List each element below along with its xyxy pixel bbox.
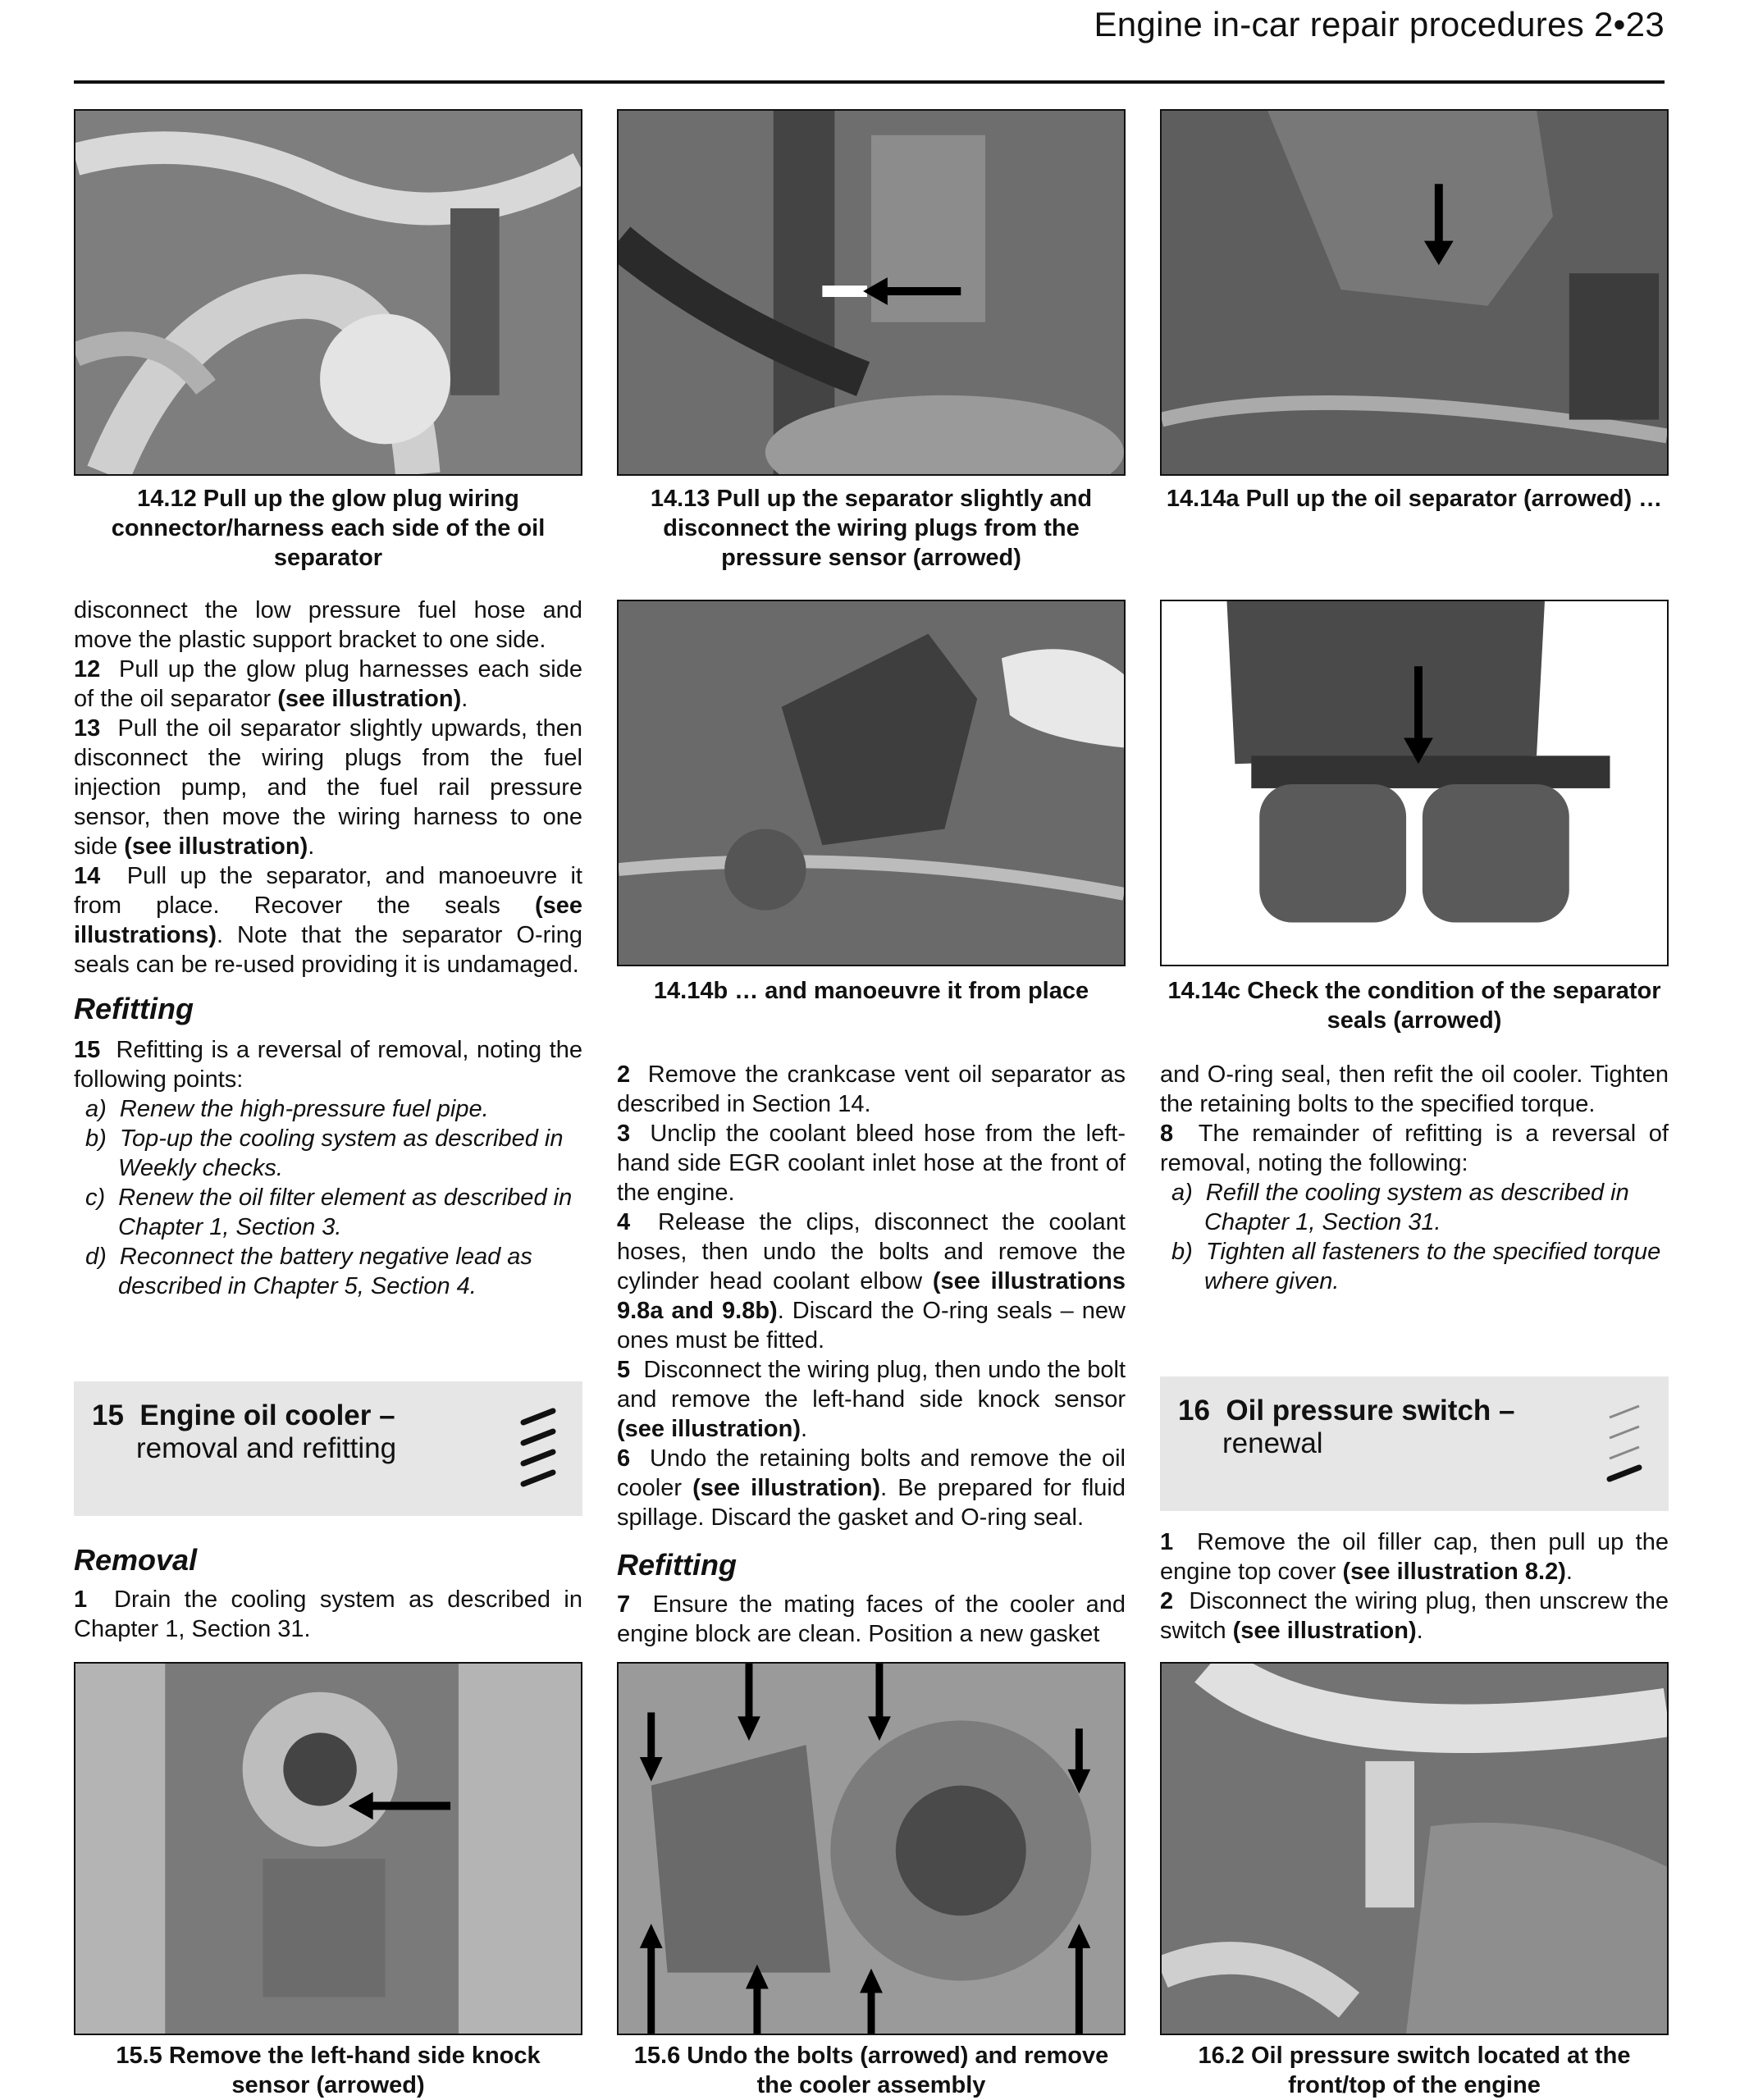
- photo-14-14c: [1160, 600, 1669, 966]
- caption-15-5: 15.5 Remove the left-hand side knock sensor (arrowed): [116, 2043, 541, 2098]
- paragraph-6: 6 Undo the retaining bolts and remove the oil cooler (see illustration). Be prepared for fluid spillage. Discard the gasket and O-ring seal.: [617, 1445, 1126, 1531]
- photo-14-13: [617, 109, 1126, 476]
- paragraph-8: 8 The remainder of refitting is a reversal of removal, noting the following:: [1160, 1121, 1669, 1176]
- paragraph-4: 4 Release the clips, disconnect the coolant hoses, then undo the bolts and remove the cylinder head coolant elbow (see illustrations 9.8a and 9.8b). Discard the O-ring seals – new ones must be fitted.: [617, 1209, 1126, 1354]
- caption-14-14a: 14.14a Pull up the oil separator (arrowed) …: [1166, 486, 1663, 512]
- right-column-text: [1160, 1060, 1669, 1296]
- section-title-15: 15 Engine oil cooler – removal and refitting: [92, 1399, 397, 1464]
- paragraph-11: disconnect the low pressure fuel hose and move the plastic support bracket to one side.: [74, 597, 582, 653]
- header-rule: [74, 80, 1665, 84]
- difficulty-spanner-icon: [1603, 1393, 1649, 1500]
- paragraph-7-continued: and O-ring seal, then refit the oil cooler. Tighten the retaining bolts to the specified torque.: [1160, 1061, 1669, 1117]
- section-box-16: [1160, 1376, 1669, 1511]
- list-item: c) Renew the oil filter element as described in Chapter 1, Section 3.: [85, 1185, 573, 1240]
- paragraph-5: 5 Disconnect the wiring plug, then undo the bolt and remove the left-hand side knock sensor (see illustration).: [617, 1357, 1126, 1442]
- difficulty-spanner-icon: [517, 1398, 563, 1504]
- caption-14-14c: 14.14c Check the condition of the separator seals (arrowed): [1167, 978, 1661, 1034]
- paragraph-s1: 1 Remove the oil filler cap, then pull up the engine top cover (see illustration 8.2).: [1160, 1529, 1669, 1585]
- paragraph-r1: 1 Drain the cooling system as described in Chapter 1, Section 31.: [74, 1586, 582, 1642]
- caption-14-12: 14.12 Pull up the glow plug wiring connector/harness each side of the oil separator: [111, 486, 546, 571]
- list-item: a) Refill the cooling system as described in Chapter 1, Section 31.: [1171, 1180, 1629, 1235]
- list-item: b) Tighten all fasteners to the specified torque where given.: [1171, 1239, 1661, 1294]
- list-item: a) Renew the high-pressure fuel pipe.: [85, 1096, 489, 1122]
- heading-refitting-15: Refitting: [74, 992, 194, 1025]
- page-header-title: Engine in-car repair procedures 2•23: [1094, 5, 1665, 43]
- heading-refitting-16: Refitting: [617, 1548, 737, 1582]
- middle-column-text: [617, 1060, 1126, 1649]
- paragraph-12: 12 Pull up the glow plug harnesses each side of the oil separator (see illustration).: [74, 656, 582, 712]
- caption-15-6: 15.6 Undo the bolts (arrowed) and remove the cooler assembly: [633, 2043, 1109, 2098]
- paragraph-s2: 2 Disconnect the wiring plug, then unscrew the switch (see illustration).: [1160, 1588, 1669, 1644]
- photo-14-14a: [1160, 109, 1669, 476]
- left-column-text: [74, 596, 582, 1301]
- photo-15-6: [617, 1662, 1126, 2035]
- caption-16-2: 16.2 Oil pressure switch located at the front/top of the engine: [1198, 2043, 1631, 2098]
- list-item: d) Reconnect the battery negative lead as described in Chapter 5, Section 4.: [85, 1244, 532, 1299]
- photo-16-2: [1160, 1662, 1669, 2035]
- section-box-15: [74, 1381, 582, 1516]
- photo-14-12: [74, 109, 582, 476]
- section-title-16: 16 Oil pressure switch – renewal: [1178, 1395, 1515, 1459]
- photo-15-5: [74, 1662, 582, 2035]
- photo-14-14b: [617, 600, 1126, 966]
- paragraph-15: 15 Refitting is a reversal of removal, noting the following points:: [74, 1037, 582, 1093]
- left-column-removal: [74, 1542, 582, 1644]
- refitting-list-15: [74, 1094, 582, 1301]
- paragraph-7: 7 Ensure the mating faces of the cooler and engine block are clean. Position a new gasket: [617, 1591, 1126, 1647]
- list-item: b) Top-up the cooling system as described in Weekly checks.: [85, 1125, 564, 1181]
- paragraph-2: 2 Remove the crankcase vent oil separator as described in Section 14.: [617, 1061, 1126, 1117]
- refitting-list-8: [1160, 1178, 1669, 1296]
- caption-14-13: 14.13 Pull up the separator slightly and disconnect the wiring plugs from the pressure sensor (arrowed): [650, 486, 1093, 571]
- caption-14-14b: 14.14b … and manoeuvre it from place: [653, 978, 1089, 1004]
- paragraph-14: 14 Pull up the separator, and manoeuvre it from place. Recover the seals (see illustrations). Note that the separator O-ring seals can be re-used providing it is undamaged.: [74, 863, 582, 978]
- paragraph-13: 13 Pull the oil separator slightly upwards, then disconnect the wiring plugs from the fuel injection pump, and the fuel rail pressure sensor, then move the wiring harness to one side (see illustration).: [74, 715, 582, 860]
- right-column-lower: [1160, 1527, 1669, 1646]
- heading-removal: Removal: [74, 1543, 198, 1577]
- paragraph-3: 3 Unclip the coolant bleed hose from the left-hand side EGR coolant inlet hose at the front of the engine.: [617, 1121, 1126, 1206]
